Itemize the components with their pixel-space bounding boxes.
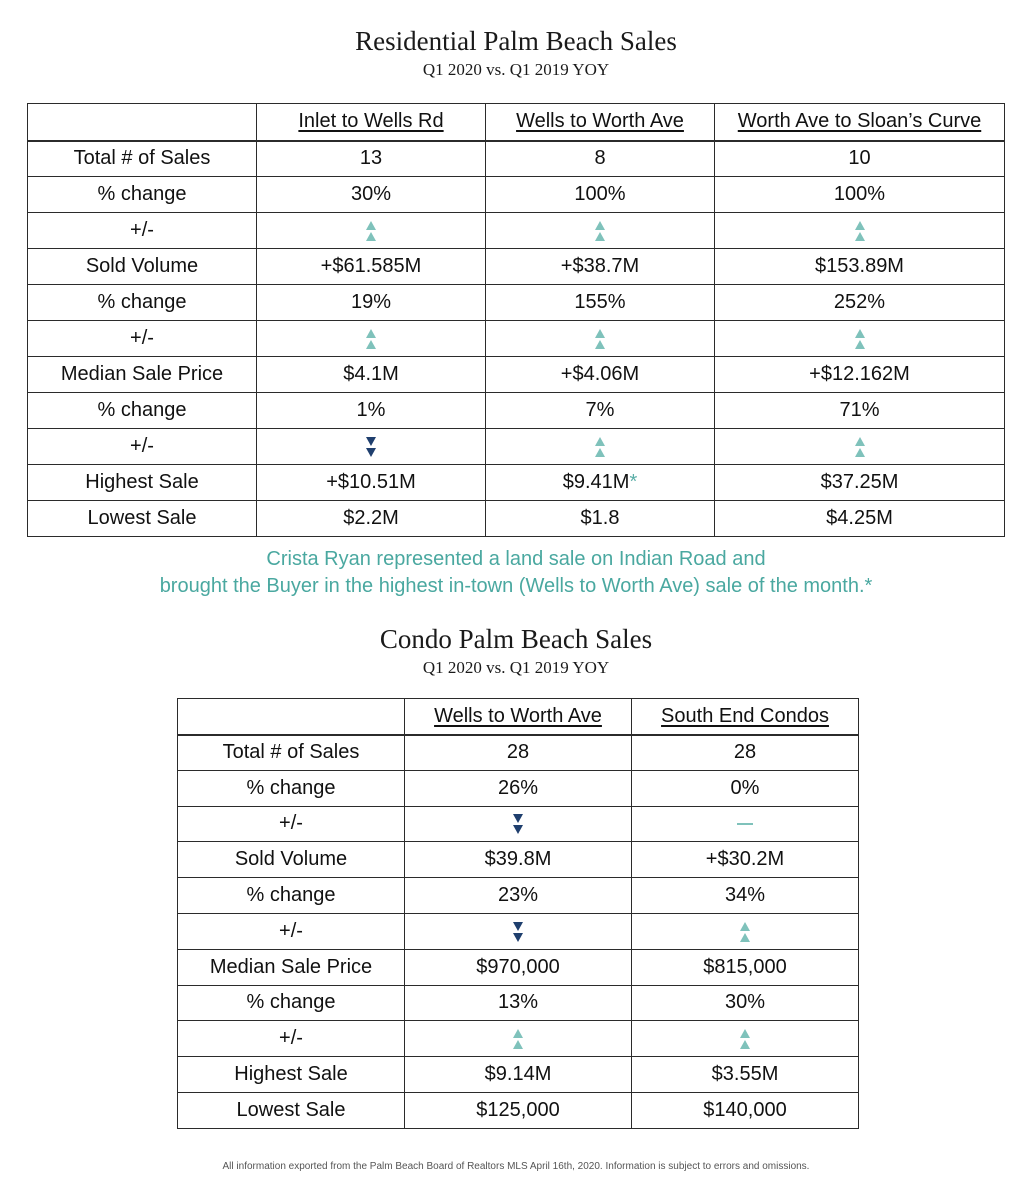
trend-up-arrow-icon: [595, 436, 605, 458]
row-label: Median Sale Price: [178, 949, 405, 985]
table-header-row: [28, 104, 1005, 141]
trend-up-arrow-icon: [595, 220, 605, 242]
value-cell: [257, 141, 486, 177]
cell-value: $39.8M: [484, 848, 552, 871]
trend-up-arrow-icon: [595, 328, 605, 350]
cell-value: $9.14M: [484, 1063, 552, 1086]
value-cell: [257, 465, 486, 501]
cell-value: +$30.2M: [705, 848, 785, 871]
cell-value: 30%: [350, 183, 392, 205]
cell-value: +$12.162M: [809, 363, 910, 385]
value-cell: [715, 393, 1005, 429]
table-header-row: [178, 699, 859, 735]
row-label: +/-: [28, 213, 257, 249]
trend-down-arrow-icon: [513, 921, 523, 943]
table-row: [178, 1021, 859, 1057]
trend-cell: [257, 213, 486, 249]
cell-value: $4.25M: [826, 507, 893, 529]
value-cell: [486, 285, 715, 321]
row-label: % change: [178, 878, 405, 914]
cell-value: 30%: [724, 991, 766, 1014]
row-label: % change: [28, 285, 257, 321]
row-label: Lowest Sale: [178, 1092, 405, 1128]
value-cell: [715, 177, 1005, 213]
cell-value: 13%: [497, 991, 539, 1014]
trend-up-arrow-icon: [855, 220, 865, 242]
cell-value: 71%: [839, 399, 880, 421]
value-cell: [405, 842, 632, 878]
cell-value: 100%: [833, 183, 886, 205]
value-cell: [632, 985, 859, 1021]
table-row: [178, 949, 859, 985]
value-cell: [632, 1057, 859, 1093]
trend-down-arrow-icon: [513, 813, 523, 835]
cell-value: $37.25M: [820, 471, 899, 493]
trend-cell: [405, 913, 632, 949]
value-cell: [715, 357, 1005, 393]
cell-value: 7%: [585, 399, 615, 421]
cell-value: $2.2M: [343, 507, 399, 529]
trend-up-arrow-icon: [740, 921, 750, 943]
row-label: Median Sale Price: [28, 357, 257, 393]
trend-cell: [257, 321, 486, 357]
cell-value: 155%: [574, 291, 626, 313]
residential-sales-table: [27, 103, 1005, 537]
value-cell: [486, 357, 715, 393]
header-blank-cell: [28, 104, 257, 141]
cell-value: 100%: [574, 183, 626, 205]
cell-value: $153.89M: [815, 255, 904, 277]
value-cell: [257, 501, 486, 537]
table-row: [178, 985, 859, 1021]
trend-up-arrow-icon: [366, 328, 376, 350]
cell-value: 26%: [497, 776, 539, 799]
table-row: [28, 177, 1005, 213]
cell-value: 1%: [356, 399, 386, 421]
trend-cell: [632, 913, 859, 949]
value-cell: [715, 465, 1005, 501]
row-label: Highest Sale: [28, 465, 257, 501]
table-row: [178, 1057, 859, 1093]
row-label: Lowest Sale: [28, 501, 257, 537]
row-label: +/-: [28, 321, 257, 357]
cell-value: +$61.585M: [320, 255, 422, 277]
value-cell: [715, 285, 1005, 321]
cell-value: $1.8: [580, 507, 620, 529]
cell-value: 28: [733, 741, 757, 764]
value-cell: [715, 141, 1005, 177]
trend-cell: [715, 321, 1005, 357]
value-cell: [405, 949, 632, 985]
table-row: [28, 393, 1005, 429]
row-label: % change: [28, 393, 257, 429]
trend-down-arrow-icon: [366, 436, 376, 458]
value-cell: [257, 177, 486, 213]
table-row: [178, 806, 859, 842]
cell-value: +$38.7M: [560, 255, 640, 277]
cell-value: +$10.51M: [326, 471, 416, 493]
value-cell: [486, 141, 715, 177]
row-label: Sold Volume: [178, 842, 405, 878]
trend-cell: [632, 1021, 859, 1057]
agent-note-line-1: Crista Ryan represented a land sale on Indian Road and: [266, 548, 766, 570]
trend-up-arrow-icon: [740, 1028, 750, 1050]
agent-note: [0, 546, 1032, 600]
table-row: [28, 321, 1005, 357]
column-header-wells-to-worth-ave: Wells to Worth Ave: [405, 699, 632, 735]
table-row: [28, 249, 1005, 285]
value-cell: [486, 249, 715, 285]
table-row: [28, 213, 1005, 249]
value-cell: [632, 949, 859, 985]
cell-value: 10: [848, 147, 871, 170]
trend-up-arrow-icon: [513, 1028, 523, 1050]
cell-value: $970,000: [476, 955, 560, 978]
cell-value: +$4.06M: [560, 363, 640, 385]
row-label: % change: [28, 177, 257, 213]
header-blank-cell: [178, 699, 405, 735]
value-cell: [632, 1092, 859, 1128]
column-header-worth-ave-to-sloan-s-curve: Worth Ave to Sloan’s Curve: [715, 104, 1005, 141]
table-row: [28, 141, 1005, 177]
cell-value: 19%: [350, 291, 392, 313]
cell-value: $4.1M: [343, 363, 399, 385]
cell-value: 8: [594, 147, 606, 170]
value-cell: [715, 249, 1005, 285]
cell-value: $815,000: [703, 955, 787, 978]
value-cell: [405, 770, 632, 806]
row-label: Total # of Sales: [28, 141, 257, 177]
column-header-wells-to-worth-ave: Wells to Worth Ave: [486, 104, 715, 141]
value-cell: [715, 501, 1005, 537]
cell-value: 252%: [833, 291, 886, 313]
condo-subtitle: Q1 2020 vs. Q1 2019 YOY: [422, 658, 610, 677]
value-cell: [405, 878, 632, 914]
asterisk-mark: *: [629, 471, 638, 493]
footer-disclaimer: All information exported from the Palm Beach Board of Realtors MLS April 16th, 2020. Information is subject to errors and omissions.: [222, 1161, 810, 1172]
value-cell: [486, 393, 715, 429]
cell-value: 28: [506, 741, 530, 764]
residential-title: Residential Palm Beach Sales: [355, 26, 677, 56]
trend-cell: [715, 429, 1005, 465]
value-cell: [486, 177, 715, 213]
value-cell: [486, 501, 715, 537]
value-cell: [257, 249, 486, 285]
row-label: Highest Sale: [178, 1057, 405, 1093]
condo-sales-table: [177, 698, 859, 1129]
value-cell: [486, 465, 715, 501]
table-row: [178, 770, 859, 806]
cell-value: 23%: [497, 884, 539, 907]
value-cell: [405, 1057, 632, 1093]
value-cell: [405, 1092, 632, 1128]
cell-value: 34%: [724, 884, 766, 907]
table-row: [28, 429, 1005, 465]
value-cell: [632, 770, 859, 806]
row-label: +/-: [178, 1021, 405, 1057]
table-row: [178, 735, 859, 771]
agent-note-line-2: brought the Buyer in the highest in-town (Wells to Worth Ave) sale of the month.*: [159, 575, 873, 597]
cell-value: $3.55M: [711, 1063, 779, 1086]
column-header-south-end-condos: South End Condos: [632, 699, 859, 735]
trend-cell: [257, 429, 486, 465]
trend-up-arrow-icon: [366, 220, 376, 242]
trend-cell: [405, 806, 632, 842]
cell-value: 0%: [730, 776, 760, 799]
trend-cell: [486, 213, 715, 249]
table-row: [28, 357, 1005, 393]
residential-subtitle: Q1 2020 vs. Q1 2019 YOY: [422, 60, 610, 79]
table-row: [28, 465, 1005, 501]
value-cell: [405, 735, 632, 771]
trend-cell: [632, 806, 859, 842]
row-label: +/-: [178, 806, 405, 842]
row-label: Sold Volume: [28, 249, 257, 285]
no-change-dash-icon: [737, 823, 753, 825]
condo-title: Condo Palm Beach Sales: [379, 624, 653, 654]
table-row: [28, 285, 1005, 321]
trend-cell: [715, 213, 1005, 249]
table-row: [178, 913, 859, 949]
cell-value: 13: [359, 147, 383, 170]
value-cell: [257, 357, 486, 393]
row-label: +/-: [28, 429, 257, 465]
value-cell: [632, 842, 859, 878]
trend-cell: [486, 429, 715, 465]
value-cell: [257, 285, 486, 321]
table-row: [178, 1092, 859, 1128]
row-label: Total # of Sales: [178, 735, 405, 771]
cell-value: $9.41M: [562, 471, 630, 493]
row-label: % change: [178, 770, 405, 806]
value-cell: [632, 878, 859, 914]
cell-value: $125,000: [476, 1098, 560, 1121]
trend-up-arrow-icon: [855, 328, 865, 350]
value-cell: [632, 735, 859, 771]
table-row: [178, 842, 859, 878]
table-row: [28, 501, 1005, 537]
row-label: % change: [178, 985, 405, 1021]
trend-cell: [405, 1021, 632, 1057]
table-row: [178, 878, 859, 914]
trend-up-arrow-icon: [855, 436, 865, 458]
trend-cell: [486, 321, 715, 357]
cell-value: $140,000: [703, 1098, 787, 1121]
value-cell: [257, 393, 486, 429]
value-cell: [405, 985, 632, 1021]
row-label: +/-: [178, 913, 405, 949]
column-header-inlet-to-wells-rd: Inlet to Wells Rd: [257, 104, 486, 141]
